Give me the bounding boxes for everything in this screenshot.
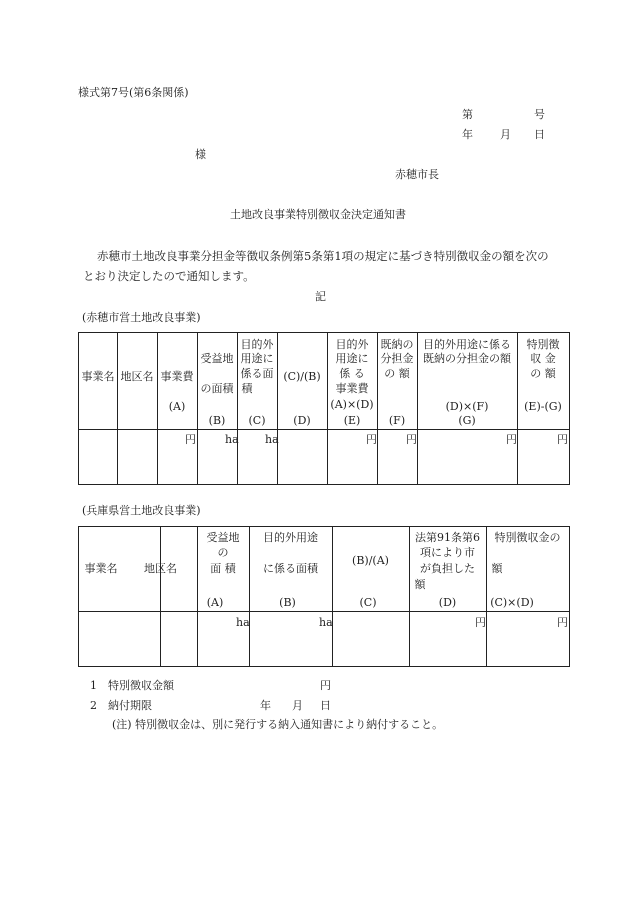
t2-header-special-levy-1: 特別徴収金の [494,531,561,544]
number-label-go: 号 [534,108,545,121]
item2-year: 年 [260,699,271,712]
t1-header-other-use-cost-code: (E) [343,414,361,427]
t1-header-other-use-area-3: 係る面 [240,367,274,380]
table2-caption: (兵庫県営土地改良事業) [82,504,201,517]
t1-header-other-use-area-code: (C) [248,414,266,427]
t1-header-other-use-paid-2: 既納の分担金の額 [423,352,511,365]
t2-header-benefit-area-code: (A) [206,596,224,609]
document-title: 土地改良事業特別徴収金決定通知書 [230,208,406,221]
t1-header-other-use-paid-1: 目的外用途に係る [423,338,511,351]
t1-header-other-use-cost-1: 目的外 [335,338,369,351]
t2-header-benefit-area-1: 受益地 [206,531,240,544]
item2-day: 日 [320,699,331,712]
t2-header-benefit-area-3: 面 積 [210,562,236,575]
t2-header-special-levy-2: 額 [491,562,503,575]
date-year-label: 年 [462,128,473,141]
t1-header-other-use-paid-code: (G) [458,414,476,427]
t2-header-city-burden-4: 額 [414,578,426,591]
t1-header-paid-share-1: 既納の [380,338,414,351]
t1-header-special-levy-2: 収 金 [530,352,556,365]
t2-header-project-name: 事業名 [84,562,118,575]
t1-header-paid-share-code: (F) [388,414,406,427]
t1-header-ratio-code: (D) [293,414,311,427]
t2-header-district-name: 地区名 [144,562,177,575]
t1-unit-special-levy: 円 [557,433,568,446]
addressee-suffix: 様 [195,148,206,161]
body-line-2: とおり決定したので通知します。 [83,269,255,283]
footer-note: (注) 特別徴収金は、別に発行する納入通知書により納付すること。 [112,718,444,731]
t1-header-project-cost-code: (A) [168,400,186,413]
t2-header-ratio: (B)/(A) [352,554,389,567]
issuer-name: 赤穂市長 [395,168,439,181]
t2-unit-special-levy: 円 [557,616,568,629]
t1-header-paid-share-3: の 額 [384,367,410,380]
t1-header-other-use-area-2: 用途に [240,352,274,365]
t2-header-other-area-code: (B) [279,596,296,609]
form-number: 様式第7号(第6条関係) [78,86,189,99]
t1-header-district-name: 地区名 [120,370,154,383]
body-line-1: 赤穂市土地改良事業分担金等徴収条例第5条第1項の規定に基づき特別徴収金の額を次の [97,249,549,263]
t2-unit-city-burden: 円 [475,616,486,629]
t1-header-other-use-cost-4: 事業費 [335,382,369,395]
item2-number: 2 [90,699,97,712]
t1-header-other-use-cost-formula: (A)×(D) [330,398,374,411]
item1-number: 1 [90,679,97,692]
t1-header-other-use-cost-3: 係 る [339,367,365,380]
t1-header-paid-share-2: 分担金 [380,352,414,365]
t1-unit-other-area: ha [265,433,279,446]
t2-header-special-levy-formula: (C)×(D) [490,596,534,609]
number-label-dai: 第 [462,108,473,121]
t2-header-ratio-code: (C) [359,596,377,609]
t1-header-other-use-cost-2: 用途に [335,352,369,365]
item1-unit: 円 [320,679,331,692]
t1-header-project-name: 事業名 [81,370,115,383]
t1-header-other-use-paid-formula: (D)×(F) [445,400,489,413]
t1-header-benefit-area-code: (B) [208,414,226,427]
t2-header-other-area-2: に係る面積 [263,562,318,575]
t1-header-benefit-area: 受益地 [200,352,234,365]
t1-header-other-use-area-4: 積 [241,382,253,395]
item1-label: 特別徴収金額 [108,679,174,692]
t2-unit-other-area: ha [319,616,333,629]
t1-unit-benefit-area: ha [225,433,239,446]
t1-header-special-levy-formula: (E)-(G) [524,400,562,413]
ki-label: 記 [315,290,326,303]
t2-unit-benefit-area: ha [236,616,250,629]
t1-unit-cost: 円 [185,433,196,446]
t1-header-ratio: (C)/(B) [283,370,321,383]
t1-unit-paid-share: 円 [406,433,417,446]
t2-header-city-burden-2: 項により市 [420,546,475,559]
item2-month: 月 [292,699,303,712]
t1-unit-other-paid: 円 [506,433,517,446]
t1-unit-other-cost: 円 [366,433,377,446]
t2-header-benefit-area-2: の [217,546,229,559]
item2-label: 納付期限 [108,699,152,712]
t2-header-city-burden-3: が負担した [420,562,475,575]
t1-header-project-cost: 事業費 [160,370,194,383]
t1-header-special-levy-3: の 額 [530,367,556,380]
t1-header-other-use-area-1: 目的外 [240,338,274,351]
date-month-label: 月 [500,128,511,141]
t2-header-city-burden-code: (D) [438,596,457,609]
t2-header-other-area-1: 目的外用途 [263,531,318,544]
table1-caption: (赤穂市営土地改良事業) [82,311,201,324]
t1-header-benefit-area-2: の面積 [200,382,234,395]
t1-header-special-levy-1: 特別徴 [526,338,560,351]
t2-header-city-burden-1: 法第91条第6 [415,531,480,544]
date-day-label: 日 [534,128,545,141]
